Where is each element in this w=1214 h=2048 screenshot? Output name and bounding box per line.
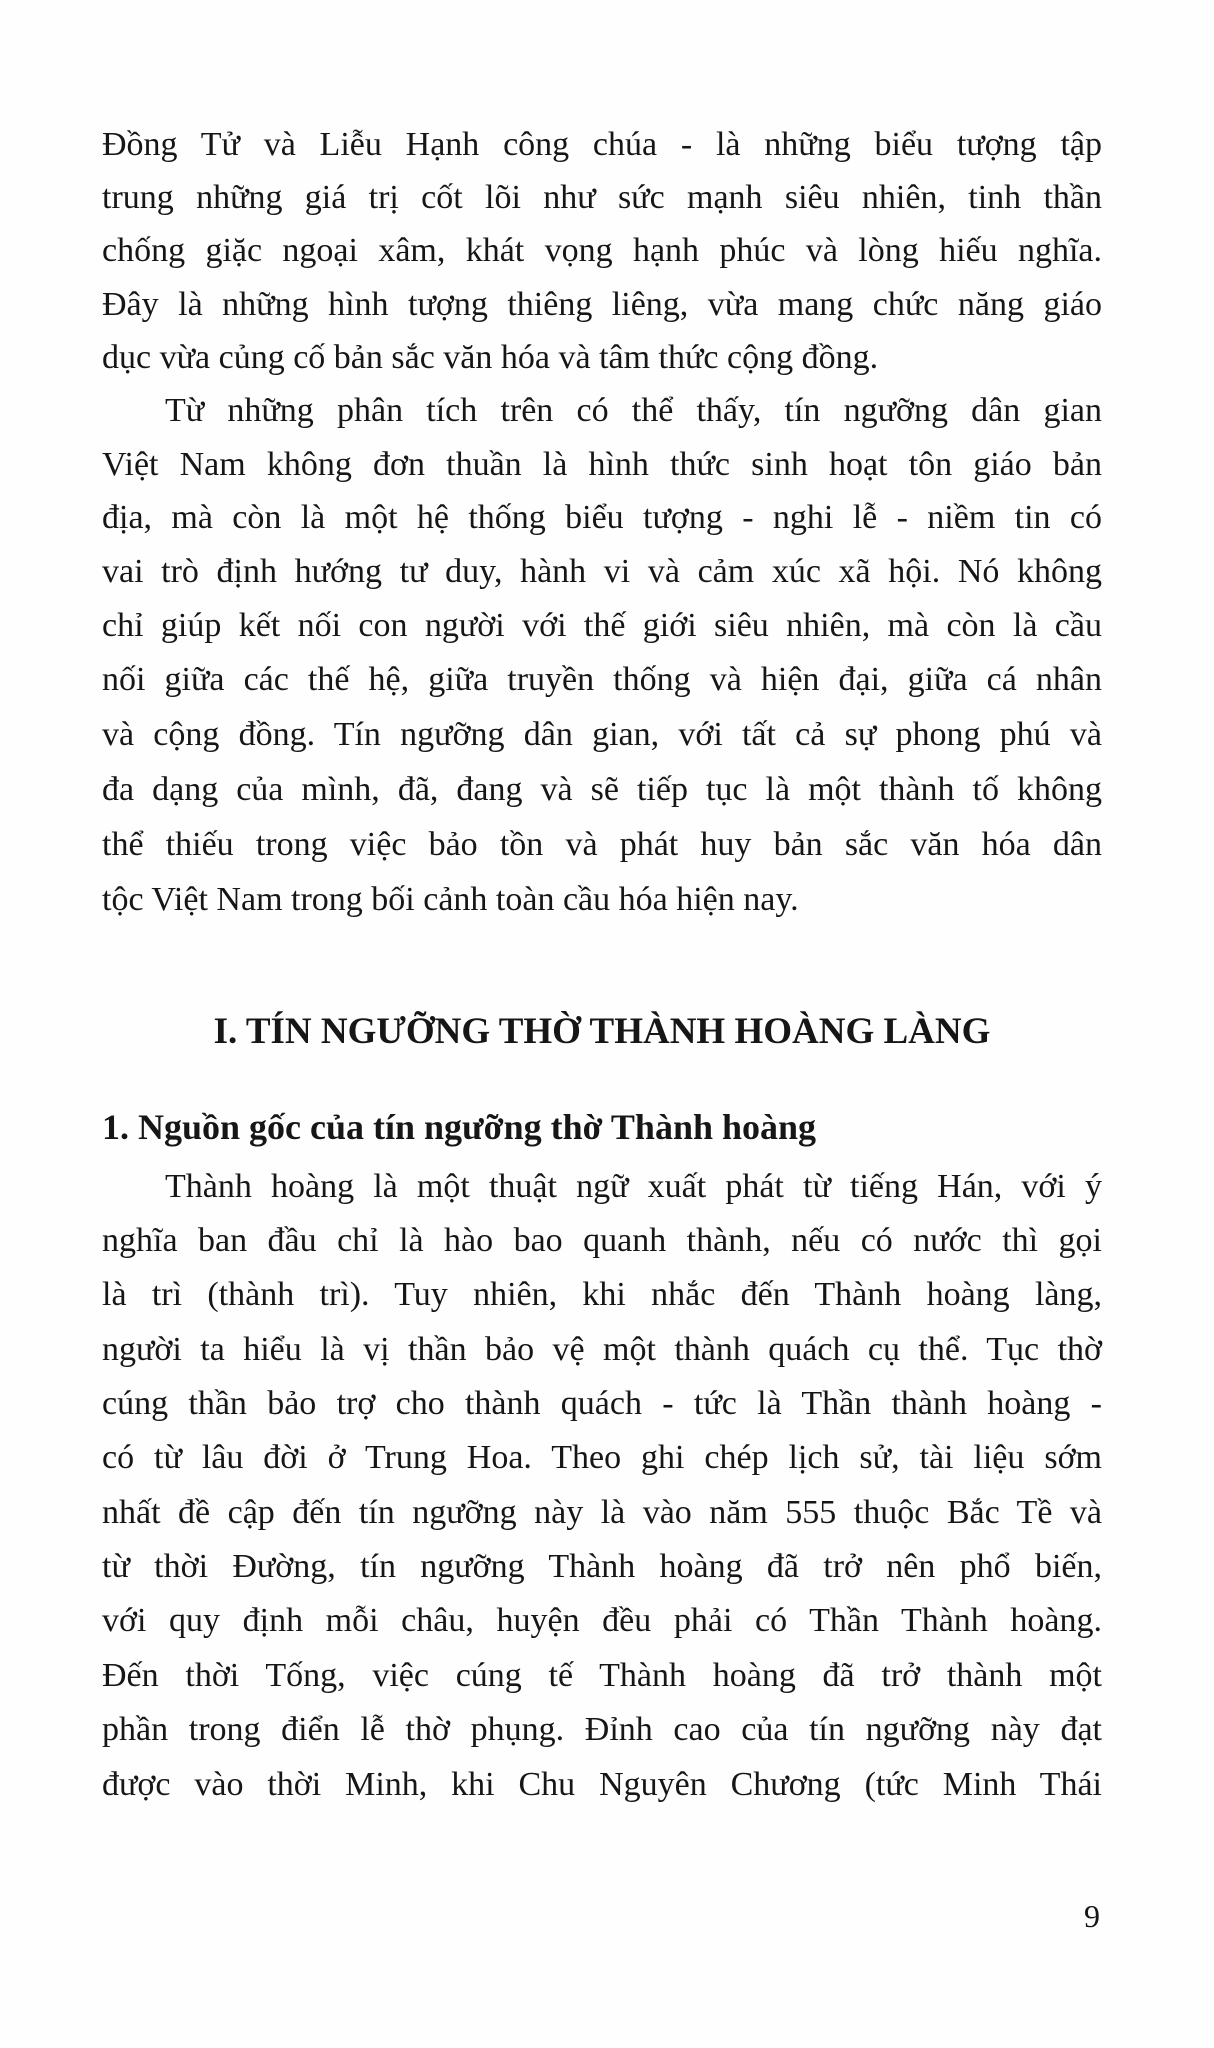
- text-line: Đến thời Tống, việc cúng tế Thành hoàng đã trở thành một: [102, 1657, 1102, 1694]
- section-heading: I. TÍN NGƯỠNG THỜ THÀNH HOÀNG LÀNG: [213, 1011, 991, 1052]
- text-line: người ta hiểu là vị thần bảo vệ một thành quách cụ thể. Tục thờ: [102, 1331, 1102, 1368]
- text-line: dục vừa củng cố bản sắc văn hóa và tâm thức cộng đồng.: [102, 339, 879, 376]
- text-line: Đây là những hình tượng thiêng liêng, vừa mang chức năng giáo: [102, 286, 1102, 323]
- text-line: Thành hoàng là một thuật ngữ xuất phát từ tiếng Hán, với ý: [165, 1168, 1102, 1205]
- text-line: Việt Nam không đơn thuần là hình thức sinh hoạt tôn giáo bản: [102, 446, 1102, 483]
- text-line: phần trong điển lễ thờ phụng. Đỉnh cao của tín ngưỡng này đạt: [102, 1711, 1102, 1748]
- text-line: thể thiếu trong việc bảo tồn và phát huy bản sắc văn hóa dân: [102, 826, 1102, 863]
- text-line: là trì (thành trì). Tuy nhiên, khi nhắc đến Thành hoàng làng,: [102, 1276, 1102, 1313]
- text-line: vai trò định hướng tư duy, hành vi và cảm xúc xã hội. Nó không: [102, 553, 1102, 590]
- text-line: chống giặc ngoại xâm, khát vọng hạnh phúc và lòng hiếu nghĩa.: [102, 232, 1102, 269]
- text-line: tộc Việt Nam trong bối cảnh toàn cầu hóa hiện nay.: [102, 881, 799, 918]
- text-line: cúng thần bảo trợ cho thành quách - tức là Thần thành hoàng -: [102, 1385, 1102, 1422]
- text-line: nghĩa ban đầu chỉ là hào bao quanh thành, nếu có nước thì gọi: [102, 1222, 1102, 1259]
- text-line: với quy định mỗi châu, huyện đều phải có Thần Thành hoàng.: [102, 1602, 1102, 1639]
- text-line: trung những giá trị cốt lõi như sức mạnh siêu nhiên, tinh thần: [102, 179, 1102, 216]
- subsection-heading: 1. Nguồn gốc của tín ngưỡng thờ Thành hoàng: [102, 1107, 817, 1147]
- text-line: chỉ giúp kết nối con người với thế giới siêu nhiên, mà còn là cầu: [102, 607, 1102, 644]
- text-line: đa dạng của mình, đã, đang và sẽ tiếp tục là một thành tố không: [102, 771, 1102, 808]
- text-line: được vào thời Minh, khi Chu Nguyên Chương (tức Minh Thái: [102, 1766, 1102, 1803]
- text-line: Đồng Tử và Liễu Hạnh công chúa - là những biểu tượng tập: [102, 126, 1102, 163]
- text-line: nhất đề cập đến tín ngưỡng này là vào năm 555 thuộc Bắc Tề và: [102, 1494, 1102, 1531]
- text-line: Từ những phân tích trên có thể thấy, tín ngưỡng dân gian: [165, 392, 1102, 429]
- text-line: từ thời Đường, tín ngưỡng Thành hoàng đã trở nên phổ biến,: [102, 1548, 1102, 1585]
- page-number: 9: [1084, 1898, 1100, 1934]
- text-line: nối giữa các thế hệ, giữa truyền thống và hiện đại, giữa cá nhân: [102, 661, 1102, 698]
- text-line: địa, mà còn là một hệ thống biểu tượng - nghi lễ - niềm tin có: [102, 499, 1102, 536]
- text-line: có từ lâu đời ở Trung Hoa. Theo ghi chép lịch sử, tài liệu sớm: [102, 1439, 1102, 1476]
- text-line: và cộng đồng. Tín ngưỡng dân gian, với tất cả sự phong phú và: [102, 716, 1102, 753]
